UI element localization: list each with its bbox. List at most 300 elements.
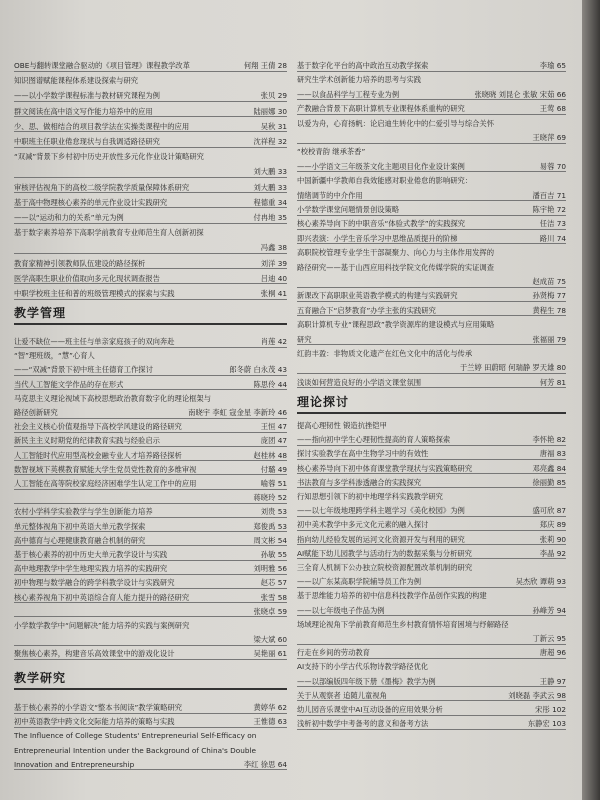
toc-entry xyxy=(297,146,566,157)
toc-entry xyxy=(14,620,287,631)
toc-entry-title: 让爱不缺位——班主任与单亲家庭孩子的双向奔赴 xyxy=(14,337,175,346)
toc-entry xyxy=(14,421,287,432)
divider xyxy=(14,268,287,269)
divider xyxy=(14,375,287,376)
divider xyxy=(297,229,566,230)
divider xyxy=(14,560,287,561)
toc-entry xyxy=(297,562,566,573)
divider xyxy=(14,645,287,646)
toc-entry-title: 探讨实验教学在高中生物学习中的有效性 xyxy=(297,449,429,459)
toc-entry-title: 红韵丰盈：非物质文化遗产在红色文化中的活化与传承 xyxy=(297,349,473,358)
divider xyxy=(297,715,566,716)
toc-entry-title: 初中美术教学中多元文化元素的融入探讨 xyxy=(297,520,429,530)
divider xyxy=(14,116,287,117)
toc-entry-author-page: 孙敏 55 xyxy=(260,550,287,559)
toc-entry xyxy=(14,730,287,741)
toc-entry-title: 基于核心素养的初中历史大单元教学设计与实践 xyxy=(14,550,168,559)
toc-entry xyxy=(297,434,566,445)
toc-entry xyxy=(297,519,566,530)
toc-entry xyxy=(14,407,287,418)
toc-entry xyxy=(14,521,287,532)
toc-entry xyxy=(14,136,287,147)
toc-entry xyxy=(297,633,566,644)
toc-entry-title: 产教融合背景下高职计算机专业课程体系重构的研究 xyxy=(297,104,465,114)
toc-entry-title: 基于高中物理核心素养的单元作业设计实践研究 xyxy=(14,197,168,207)
toc-entry-author-page: 吴杰欣 谭萌 93 xyxy=(515,577,566,587)
section-heading: 教学研究 xyxy=(14,671,67,685)
toc-entry-author-page: 王晓萍 69 xyxy=(532,133,566,142)
toc-entry-author-page: 于兰婷 田蔚昭 何瑞静 罗天雄 80 xyxy=(459,363,566,373)
divider xyxy=(297,644,566,645)
toc-entry xyxy=(14,212,287,223)
toc-entry-author-page: 周文彬 54 xyxy=(253,535,287,545)
toc-entry xyxy=(14,549,287,560)
divider xyxy=(297,686,566,687)
toc-entry-author-page: 赵成苗 75 xyxy=(532,277,566,286)
divider xyxy=(14,147,287,148)
toc-entry-title: AI支持下的小学古代乐物诗教学路径优化 xyxy=(297,662,429,672)
toc-entry-title: 路径研究——基于山西应用科技学院文化传媒学院的实证调查 xyxy=(297,262,495,272)
toc-entry-title: 指向幼儿经验发展的运河文化资源开发与利用的研究 xyxy=(297,534,465,544)
toc-entry xyxy=(297,647,566,658)
toc-entry xyxy=(297,362,566,373)
divider xyxy=(297,315,566,316)
toc-entry-author-page: 刘晓磊 李武云 98 xyxy=(508,690,566,700)
toc-entry xyxy=(14,90,287,101)
toc-entry-author-page: 南晓宇 李虹 寇金星 李新玲 46 xyxy=(188,408,287,417)
toc-entry xyxy=(14,702,287,713)
toc-entry xyxy=(297,718,566,729)
toc-entry-title: 浅谈如何营造良好的小学语文课堂氛围 xyxy=(297,377,422,387)
toc-entry-title: 单元整体视角下初中英语大单元教学探索 xyxy=(14,521,146,531)
divider xyxy=(297,114,566,115)
toc-entry-title: ——以广东某高职学院辅导员工作为例 xyxy=(297,577,422,587)
toc-entry-author-page: 刘贵 53 xyxy=(260,507,287,517)
divider xyxy=(297,700,566,701)
toc-entry-title: ——指向初中学生心理韧性提高的育人策略探索 xyxy=(297,435,451,445)
toc-entry xyxy=(297,103,566,114)
toc-entry xyxy=(297,534,566,545)
toc-entry xyxy=(14,227,287,238)
toc-entry-author-page: 何翔 王倩 28 xyxy=(243,61,287,70)
toc-entry-author-page: 王恒 47 xyxy=(260,422,287,432)
toc-entry xyxy=(14,151,287,162)
divider xyxy=(297,301,566,302)
toc-entry-title: 三全育人机制下公办独立院校资源配置改革机制的研究 xyxy=(297,563,473,572)
divider xyxy=(14,177,287,178)
divider xyxy=(14,283,287,284)
toc-entry-title: 数智视域下英模教育赋能大学生党员党性教育的多维审视 xyxy=(14,464,197,474)
divider xyxy=(14,769,287,770)
toc-entry xyxy=(14,393,287,404)
divider xyxy=(297,473,566,474)
toc-entry-title: ——以食品科学与工程专业为例 xyxy=(297,89,400,99)
divider xyxy=(14,517,287,518)
divider xyxy=(14,418,287,419)
toc-entry-title: 行知思想引领下的初中地理学科实践教学研究 xyxy=(297,492,443,501)
divider xyxy=(14,659,287,660)
divider xyxy=(14,460,287,461)
toc-entry xyxy=(297,132,566,143)
toc-entry-author-page: 肖莲 42 xyxy=(260,337,287,346)
divider xyxy=(297,530,566,531)
toc-entry xyxy=(14,350,287,361)
toc-entry xyxy=(14,716,287,727)
divider xyxy=(14,207,287,208)
toc-entry-author-page: 李红 徐思 64 xyxy=(243,759,287,769)
toc-entry xyxy=(297,60,566,71)
toc-entry-title: 新民主主义时期党的纪律教育实践与经验启示 xyxy=(14,436,160,446)
toc-entry xyxy=(14,197,287,208)
toc-entry-title: 情绪调节的中介作用 xyxy=(297,190,363,200)
toc-entry xyxy=(14,121,287,132)
divider xyxy=(14,446,287,447)
toc-entry-author-page: 唐超 96 xyxy=(539,648,566,658)
toc-entry-title: 场域理论视角下学前教育师范生乡村教育情怀培育困境与纾解路径 xyxy=(297,619,509,629)
toc-entry xyxy=(14,273,287,284)
toc-entry xyxy=(297,74,566,85)
toc-entry xyxy=(14,336,287,347)
toc-entry xyxy=(297,89,566,100)
divider xyxy=(14,531,287,532)
toc-entry-author-page: 张晓晓 刘昆仑 张敏 宋茹 66 xyxy=(474,89,566,99)
toc-entry xyxy=(297,690,566,701)
toc-entry-title: 农村小学科学实验教学与学生创新能力培养 xyxy=(14,507,153,517)
toc-entry-author-page: 刘大鹏 33 xyxy=(253,182,287,192)
toc-entry-author-page: 郎冬蔚 白永茂 43 xyxy=(229,365,287,375)
toc-entry-title: 核心素养导向下初中体育课堂教学现状与实践策略研究 xyxy=(297,463,473,473)
toc-entry xyxy=(14,592,287,603)
page-fold-edge xyxy=(582,0,600,800)
toc-entry-title: ——以“运动和力的关系”单元为例 xyxy=(14,213,124,222)
toc-entry xyxy=(14,75,287,86)
toc-entry-author-page: 李晶 92 xyxy=(539,548,566,558)
toc-entry-title: 初中物理与数学融合的跨学科教学设计与实践研究 xyxy=(14,578,175,588)
toc-entry-title: 幼儿园音乐课堂中AI互动设备的应用效果分析 xyxy=(297,705,443,714)
toc-entry-title: 知识图谱赋能课程体系建设探索与研究 xyxy=(14,76,139,86)
toc-entry xyxy=(14,364,287,375)
toc-entry xyxy=(297,676,566,687)
toc-entry-author-page: 李怀艳 82 xyxy=(532,435,566,445)
toc-entry-title: AI赋能下幼儿园教学与活动行为的数据采集与分析研究 xyxy=(297,548,472,558)
toc-entry-author-page: 付璐 49 xyxy=(260,464,287,474)
toc-entry-author-page: 刘明雅 56 xyxy=(253,564,287,574)
toc-entry xyxy=(14,577,287,588)
divider xyxy=(297,200,566,201)
toc-entry xyxy=(14,182,287,193)
toc-entry xyxy=(297,377,566,388)
toc-entry xyxy=(14,258,287,269)
divider xyxy=(14,503,287,504)
toc-entry xyxy=(297,190,566,201)
toc-entry xyxy=(14,60,287,71)
toc-entry-title: 研究 xyxy=(297,334,312,344)
toc-entry-title: 社会主义核心价值观指导下高校学风建设的路径研究 xyxy=(14,422,182,432)
toc-entry xyxy=(297,590,566,601)
toc-entry-title: 初中英语教学中跨文化交际能力培养的策略与实践 xyxy=(14,717,175,727)
toc-entry xyxy=(14,492,287,503)
toc-entry xyxy=(297,262,566,273)
toc-entry xyxy=(297,619,566,630)
toc-entry-author-page: 东静宏 103 xyxy=(527,719,566,729)
toc-entry xyxy=(297,477,566,488)
toc-entry-author-page: 张福丽 79 xyxy=(532,334,566,344)
toc-entry xyxy=(14,464,287,475)
divider xyxy=(297,658,566,659)
toc-entry xyxy=(14,563,287,574)
toc-entry-title: ——“双减”背景下初中班主任德育工作探讨 xyxy=(14,365,153,375)
divider xyxy=(14,131,287,132)
toc-entry xyxy=(297,605,566,616)
toc-entry-author-page: 陆丽娜 30 xyxy=(253,106,287,116)
divider xyxy=(14,713,287,714)
toc-entry xyxy=(14,535,287,546)
toc-entry-title: 行走在乡间的劳动教育 xyxy=(297,648,370,658)
divider xyxy=(14,253,287,254)
toc-entry-title: 五育融合下“启梦教育”办学主张的实践研究 xyxy=(297,305,436,315)
toc-entry-title: 聚焦核心素养，构建音乐高效课堂中的游戏化设计 xyxy=(14,649,175,659)
toc-entry-author-page: 潘百吉 71 xyxy=(532,190,566,200)
toc-entry-author-page: 张莉 90 xyxy=(539,534,566,544)
toc-entry-title: 核心素养导向下的中职音乐“体验式教学”的实践探究 xyxy=(297,219,466,229)
toc-entry-title: 以爱为舟，心育扬帆：论启迪生转化中的仁爱引导与综合关怀 xyxy=(297,118,495,128)
toc-entry-title: 提高心理韧性 锻造抗挫铠甲 xyxy=(297,421,387,430)
toc-entry xyxy=(14,288,287,299)
toc-entry-title: 高职院校管理专业学生干部凝聚力、向心力与主体作用发挥的 xyxy=(297,248,495,258)
toc-entry-author-page: 喻蓉 51 xyxy=(260,479,287,488)
divider xyxy=(297,387,566,388)
toc-entry xyxy=(297,704,566,715)
toc-entry-author-page: 刘大鹏 33 xyxy=(253,167,287,177)
toc-entry-title: 小学数学教学中“问题解决”能力培养的实践与案例研究 xyxy=(14,621,190,630)
divider xyxy=(297,516,566,517)
toc-entry xyxy=(297,305,566,316)
toc-entry-author-page: 张桐 41 xyxy=(260,289,287,298)
toc-entry xyxy=(14,242,287,253)
toc-entry-author-page: 任洁 73 xyxy=(539,219,566,229)
toc-entry-author-page: 赵桂林 48 xyxy=(253,450,287,460)
toc-entry-title: 人工智能在高等院校家庭经济困难学生认定工作中的应用 xyxy=(14,479,197,488)
toc-entry xyxy=(297,463,566,474)
toc-entry-title: 基于思维能力培养的初中信息科技教学作品创作实践的构建 xyxy=(297,591,487,601)
toc-entry-author-page: 王莺 68 xyxy=(539,104,566,114)
divider xyxy=(14,602,287,603)
toc-entry-title: ——以小学数学课程标准与教材研究课程为例 xyxy=(14,91,160,101)
toc-entry xyxy=(14,450,287,461)
toc-entry xyxy=(297,319,566,330)
divider xyxy=(14,727,287,728)
toc-entry xyxy=(297,420,566,431)
toc-entry-title: 审核评估视角下的高校二级学院教学质量保障体系研究 xyxy=(14,182,190,192)
toc-entry xyxy=(14,166,287,177)
toc-entry-title: 研究生学术创新能力培养的思考与实践 xyxy=(297,75,422,85)
toc-entry-title: 群文阅读在高中语文写作能力培养中的应用 xyxy=(14,106,153,116)
toc-entry-title: 浅析初中数学中考备考的意义和备考方法 xyxy=(297,719,429,729)
toc-entry xyxy=(297,548,566,559)
toc-entry-title: 当代人工智能文学作品的存在形式 xyxy=(14,379,124,389)
toc-entry-title: 即兴表演：小学生音乐学习中思维品质提升的阶梯 xyxy=(297,233,458,243)
toc-entry-title: 中职学校班主任和普的班级管理模式的探索与实践 xyxy=(14,289,175,298)
toc-entry-author-page: 陈思伶 44 xyxy=(253,379,287,389)
divider xyxy=(297,373,566,374)
toc-entry-title: The Influence of College Students' Entrepreneurial Self-Efficacy on xyxy=(14,731,257,741)
toc-entry-author-page: 王惟德 63 xyxy=(253,717,287,727)
toc-entry-author-page: 刘洋 39 xyxy=(260,258,287,268)
toc-entry-author-page: 王静 97 xyxy=(539,676,566,686)
divider xyxy=(14,101,287,102)
divider xyxy=(297,215,566,216)
divider xyxy=(14,474,287,475)
toc-entry xyxy=(14,648,287,659)
toc-entry-title: “双减”背景下乡村初中历史开放性多元化作业设计策略研究 xyxy=(14,152,204,162)
toc-entry xyxy=(14,478,287,489)
toc-entry-author-page: 黄婷华 62 xyxy=(253,703,287,712)
divider xyxy=(14,574,287,575)
toc-entry-author-page: 郑俊禹 53 xyxy=(253,521,287,531)
toc-entry-author-page: 郑庆 89 xyxy=(539,520,566,530)
divider xyxy=(14,489,287,490)
toc-entry-title: 小学数学课堂问题情景创设策略 xyxy=(297,205,400,214)
divider xyxy=(297,143,566,144)
toc-entry-author-page: 孙峰芳 94 xyxy=(532,605,566,615)
toc-entry-title: ——小学语文三年级茶文化主题项目化作业设计案例 xyxy=(297,161,465,171)
divider xyxy=(14,588,287,589)
toc-entry xyxy=(297,118,566,129)
toc-entry-author-page: 沈祥程 32 xyxy=(253,137,287,146)
divider xyxy=(297,171,566,172)
toc-entry-title: ——以部编版四年级下册《墨梅》教学为例 xyxy=(297,676,436,686)
toc-entry-author-page: 徐丽勤 85 xyxy=(532,477,566,487)
toc-entry-title: ——以七年级地理跨学科主题学习《美化校园》为例 xyxy=(297,506,465,516)
toc-entry xyxy=(297,448,566,459)
toc-entry-author-page: 李瑜 65 xyxy=(539,61,566,70)
toc-entry-author-page: 盛可欣 87 xyxy=(532,506,566,516)
toc-entry-title: 基于数字素养培养下高职学前教育专业师范生育人创新初探 xyxy=(14,228,204,238)
toc-entry-author-page: 张雪 58 xyxy=(260,592,287,602)
toc-entry-author-page: 冯鑫 38 xyxy=(260,243,287,253)
toc-entry xyxy=(297,247,566,258)
toc-entry-title: OBE与翻转课堂融合驱动的《项目管理》课程教学改革 xyxy=(14,61,190,70)
toc-entry-author-page: 吕迪 40 xyxy=(260,273,287,283)
toc-entry xyxy=(297,204,566,215)
divider xyxy=(14,545,287,546)
divider xyxy=(297,487,566,488)
toc-entry-author-page: 唐福 83 xyxy=(539,449,566,459)
toc-entry xyxy=(14,435,287,446)
toc-entry-author-page: 邓亮鑫 84 xyxy=(532,463,566,473)
toc-entry-author-page: 易蓉 70 xyxy=(539,161,566,171)
toc-entry xyxy=(297,348,566,359)
toc-entry-title: 高中地理教学中学生地理实践力培养的实践研究 xyxy=(14,564,168,574)
toc-entry xyxy=(14,634,287,645)
divider xyxy=(14,347,287,348)
toc-entry-title: 中职班主任职业倦怠现状与自我调适路径研究 xyxy=(14,137,160,146)
toc-entry xyxy=(297,175,566,186)
toc-entry-title: 核心素养视角下初中英语综合育人能力提升的路径研究 xyxy=(14,592,190,602)
toc-entry xyxy=(297,505,566,516)
toc-entry-title: 关于从观察者 追随儿童视角 xyxy=(297,690,387,700)
toc-entry-author-page: 陈宇艳 72 xyxy=(532,205,566,214)
divider xyxy=(297,729,566,730)
toc-entry-author-page: 何芳 81 xyxy=(539,377,566,387)
toc-entry-title: 书法教育与多学科渗透融合的实践探究 xyxy=(297,477,422,487)
toc-entry-title: “校校青韵 继承茶香” xyxy=(297,147,366,157)
toc-entry-title: 医学高职生职业价值取向多元化现状调查报告 xyxy=(14,273,160,283)
toc-entry xyxy=(297,161,566,172)
toc-entry-title: “智”理班级，“慧”心育人 xyxy=(14,351,95,361)
toc-entry xyxy=(14,745,287,756)
toc-entry xyxy=(297,276,566,287)
toc-entry-title: ——以七年级电子作品为例 xyxy=(297,605,385,615)
toc-entry-author-page: 赵芯 57 xyxy=(260,578,287,588)
divider xyxy=(297,445,566,446)
toc-entry xyxy=(14,606,287,617)
toc-entry xyxy=(297,233,566,244)
divider xyxy=(297,344,566,345)
toc-entry-title: 马克思主义理论视域下高校思想政治教育数字化的理论框架与 xyxy=(14,393,212,403)
section-underline xyxy=(14,323,287,325)
toc-entry-author-page: 孙贤梅 77 xyxy=(532,291,566,301)
divider xyxy=(297,615,566,616)
divider xyxy=(14,223,287,224)
divider xyxy=(297,287,566,288)
section-heading: 教学管理 xyxy=(14,306,67,320)
toc-entry xyxy=(297,334,566,345)
toc-entry-author-page: 梁大斌 60 xyxy=(253,635,287,645)
toc-entry-author-page: 程德重 34 xyxy=(253,197,287,207)
divider xyxy=(297,243,566,244)
toc-entry xyxy=(297,491,566,502)
toc-entry xyxy=(14,379,287,390)
toc-entry-title: 新课改下高职职业英语教学模式的构建与实践研究 xyxy=(297,291,458,301)
toc-entry-author-page: 张贝 29 xyxy=(260,91,287,101)
toc-entry-title: 高中德育与心理健康教育融合机制的研究 xyxy=(14,535,146,545)
toc-entry xyxy=(14,506,287,517)
toc-entry-title: Innovation and Entrepreneurship xyxy=(14,759,135,769)
toc-entry-title: 少、思、做相结合的项目教学法在实操类课程中的应用 xyxy=(14,121,190,131)
toc-entry xyxy=(14,759,287,770)
toc-entry-title: 高职计算机专业“课程思政”教学资源库的建设模式与应用策略 xyxy=(297,320,495,330)
toc-entry-title: 基于核心素养的小学语文“整本书阅读”教学策略研究 xyxy=(14,703,183,712)
toc-entry xyxy=(297,661,566,672)
toc-entry xyxy=(297,290,566,301)
divider xyxy=(14,616,287,617)
divider xyxy=(297,99,566,100)
toc-entry xyxy=(297,218,566,229)
section-underline xyxy=(297,412,566,414)
divider xyxy=(14,299,287,300)
divider xyxy=(14,192,287,193)
divider xyxy=(297,459,566,460)
toc-entry-title: Entrepreneurial Intention under the Background of China's Double xyxy=(14,745,257,755)
toc-entry-author-page: 吴艳丽 61 xyxy=(253,649,287,659)
toc-entry-author-page: 吴秋 31 xyxy=(260,121,287,131)
toc-entry-author-page: 黄程生 78 xyxy=(532,305,566,315)
toc-entry-author-page: 蒋晓玲 52 xyxy=(253,493,287,503)
section-heading: 理论探讨 xyxy=(297,395,350,409)
divider xyxy=(297,558,566,559)
toc-entry-author-page: 张晓卓 59 xyxy=(253,606,287,616)
toc-entry-author-page: 宋彤 102 xyxy=(535,705,566,714)
divider xyxy=(297,71,566,72)
toc-entry xyxy=(297,576,566,587)
toc-entry-title: 教育家精神引领教师队伍建设的路径探析 xyxy=(14,258,146,268)
toc-entry-author-page: 路川 74 xyxy=(539,233,566,243)
divider xyxy=(14,432,287,433)
divider xyxy=(297,587,566,588)
toc-entry-author-page: 庞团 47 xyxy=(260,436,287,446)
toc-entry-title: 基于数字化平台的高中政治互动教学探索 xyxy=(297,61,429,70)
